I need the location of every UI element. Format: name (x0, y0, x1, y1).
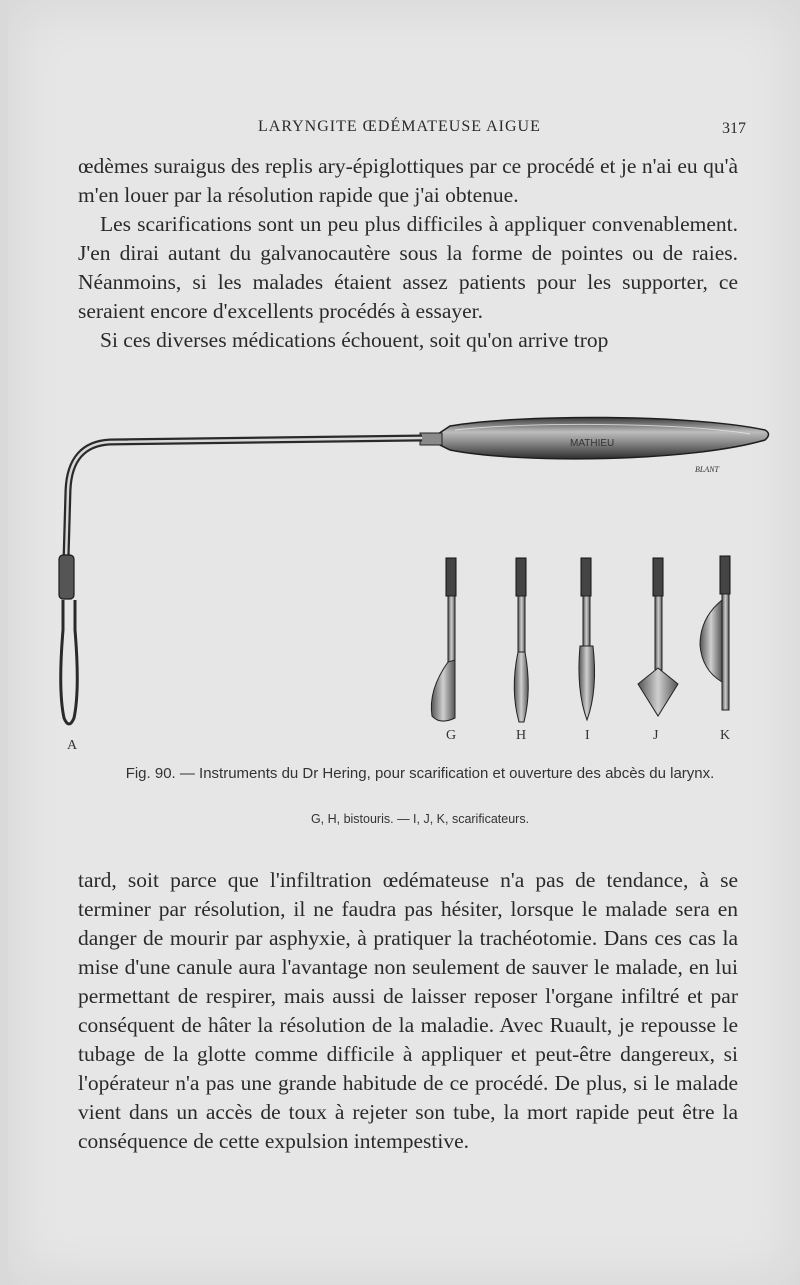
paragraph: tard, soit parce que l'infiltration œdémateuse n'a pas de tendance, à se terminer par résolution, il ne faudra pas hésiter, lorsque le malade sera en danger de mourir par asphyxie, à pratiquer la trachéotomie. Dans ces cas la mise d'une canule aura l'avantage non seulement de sauver le malade, en lui permettant de respirer, mais aussi de laisser reposer l'organe infiltré et par conséquent de hâter la résolution de la maladie. Avec Ruault, je repousse le tubage de la glotte comme difficile à appliquer et peut-être dangereux, si l'opérateur n'a pas une grande habitude de ce procédé. De plus, si le malade vient dans un accès de toux à rejeter son tube, la mort rapide peut être la conséquence de cette expulsion intempestive. (78, 868, 738, 1153)
shaft-collar (59, 555, 74, 599)
figure-subcaption: G, H, bistouris. — I, J, K, scarificateurs. (310, 812, 530, 826)
page-header (86, 118, 746, 142)
instrument-handle (420, 417, 769, 474)
handle-mark: MATHIEU (570, 438, 615, 449)
instrument-shaft (59, 438, 422, 724)
blade-k (700, 556, 730, 710)
blade-j (638, 558, 678, 716)
label-j: J (653, 728, 659, 743)
label-k: K (720, 728, 731, 743)
page-number: 317 (722, 120, 746, 137)
paragraph: Si ces diverses médications échouent, soit qu'on arrive trop (100, 328, 609, 352)
text-block-top (78, 152, 738, 355)
paragraph: œdèmes suraigus des replis ary-épiglottiques par ce procédé et je n'ai eu qu'à m'en louer par la résolution rapide que j'ai obtenue. (78, 154, 738, 207)
text-block-bottom (78, 866, 738, 1156)
figure-instruments (50, 400, 780, 760)
blade-h (514, 558, 528, 722)
paragraph: Les scarifications sont un peu plus difficiles à appliquer convenablement. J'en dirai autant du galvanocautère sous la forme de pointes ou de raies. Néanmoins, si les malades étaient assez patients pour les supporter, ce seraient encore d'excellents procédés à essayer. (78, 212, 738, 323)
engraver-mark: BLANT (695, 465, 720, 474)
figure-caption: Fig. 90. — Instruments du Dr Hering, pour scarification et ouverture des abcès du larynx. (125, 765, 715, 782)
label-i: I (585, 728, 590, 743)
instrument-illustration (50, 400, 780, 760)
label-h: H (516, 728, 527, 743)
label-g: G (446, 728, 457, 743)
blade-i (579, 558, 595, 720)
label-a: A (67, 738, 78, 753)
running-title: LARYNGITE ŒDÉMATEUSE AIGUE (258, 118, 541, 135)
blade-g (431, 558, 456, 721)
